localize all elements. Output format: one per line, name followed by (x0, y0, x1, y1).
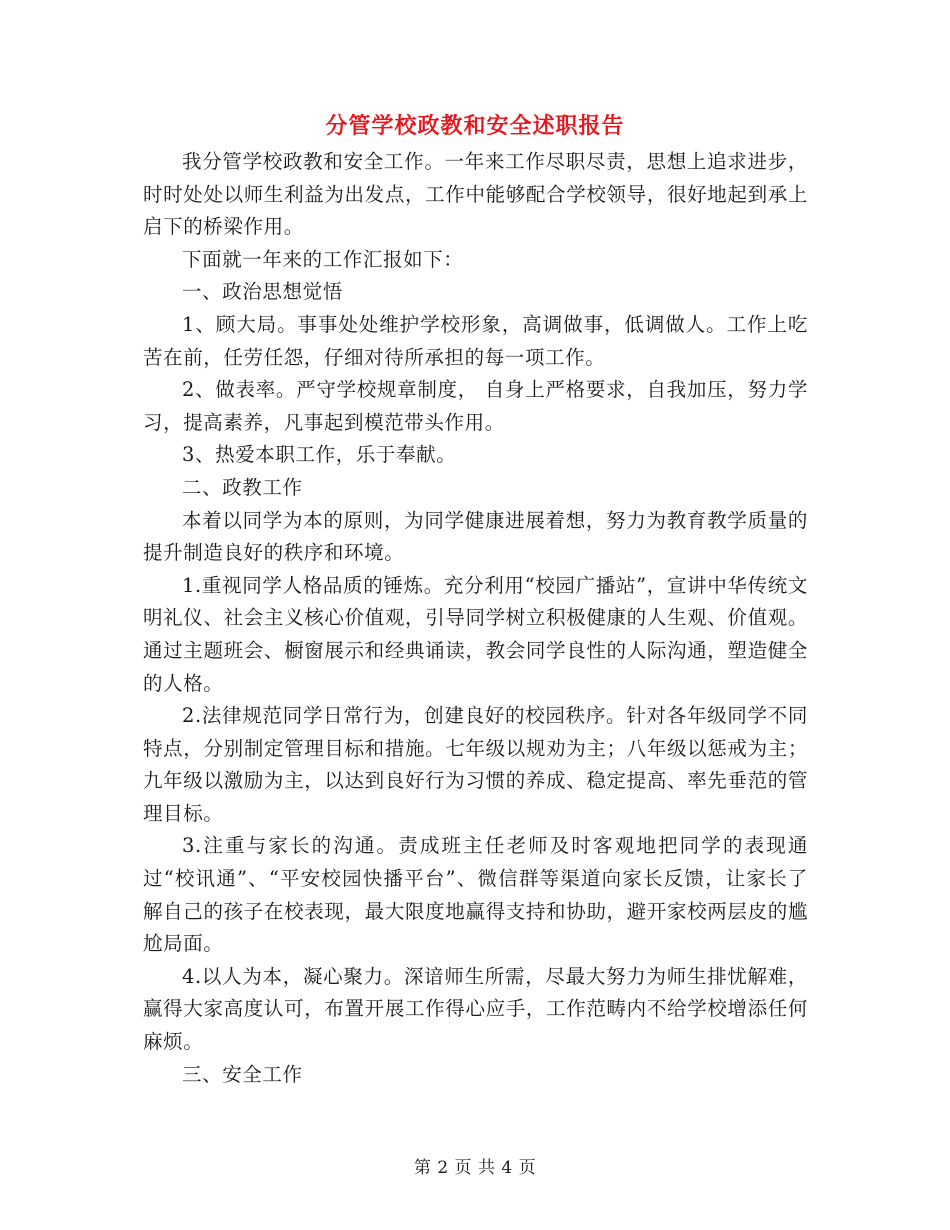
paragraph-report-lead: 下面就一年来的工作汇报如下： (182, 247, 464, 271)
document-title: 分管学校政教和安全述职报告 (325, 113, 625, 139)
paragraph-item: 2、做表率。严守学校规章制度， 自身上严格要求，自我加压，努力学习，提高素养，凡事起到模范带头作用。 (143, 378, 808, 434)
paragraph-intro: 我分管学校政教和安全工作。一年来工作尽职尽责，思想上追求进步，时时处处以师生利益为出发点，工作中能够配合学校领导，很好地起到承上启下的桥梁作用。 (143, 150, 808, 239)
paragraph-item: 1、顾大局。事事处处维护学校形象，高调做事，低调做人。工作上吃苦在前，任劳任怨，仔细对待所承担的每一项工作。 (143, 312, 808, 369)
paragraph-item: 4.以人为本，凝心聚力。深谙师生所需，尽最大努力为师生排忧解难，赢得大家高度认可，布置开展工作得心应手，工作范畴内不给学校增添任何麻烦。 (143, 964, 808, 1054)
paragraph-item: 1.重视同学人格品质的锤炼。充分利用“校园广播站”，宣讲中华传统文明礼仪、社会主义核心价值观，引导同学树立积极健康的人生观、价值观。通过主题班会、橱窗展示和经典诵读，教会同学良性的人际沟通，塑造健全的人格。 (143, 573, 808, 695)
section-heading-safety: 三、安全工作 (182, 1062, 303, 1086)
section-heading-moral-education: 二、政教工作 (182, 475, 303, 499)
document-body (143, 146, 808, 1091)
paragraph-item: 2.法律规范同学日常行为，创建良好的校园秩序。针对各年级同学不同特点，分别制定管理目标和措施。七年级以规劝为主；八年级以惩戒为主；九年级以激励为主，以达到良好行为习惯的养成、稳定提高、率先垂范的管理目标。 (143, 704, 808, 825)
section-heading-political: 一、政治思想觉悟 (182, 280, 343, 304)
paragraph-principle: 本着以同学为本的原则，为同学健康进展着想，努力为教育教学质量的提升制造良好的秩序和环境。 (143, 508, 808, 565)
paragraph-item: 3.注重与家长的沟通。责成班主任老师及时客观地把同学的表现通过“校讯通”、“平安校园快播平台”、微信群等渠道向家长反馈，让家长了解自己的孩子在校表现，最大限度地赢得支持和协助，避开家校两层皮的尴尬局面。 (143, 834, 808, 956)
page-number-footer: 第 2 页 共 4 页 (413, 1158, 537, 1178)
paragraph-item: 3、热爱本职工作，乐于奉献。 (182, 443, 457, 467)
